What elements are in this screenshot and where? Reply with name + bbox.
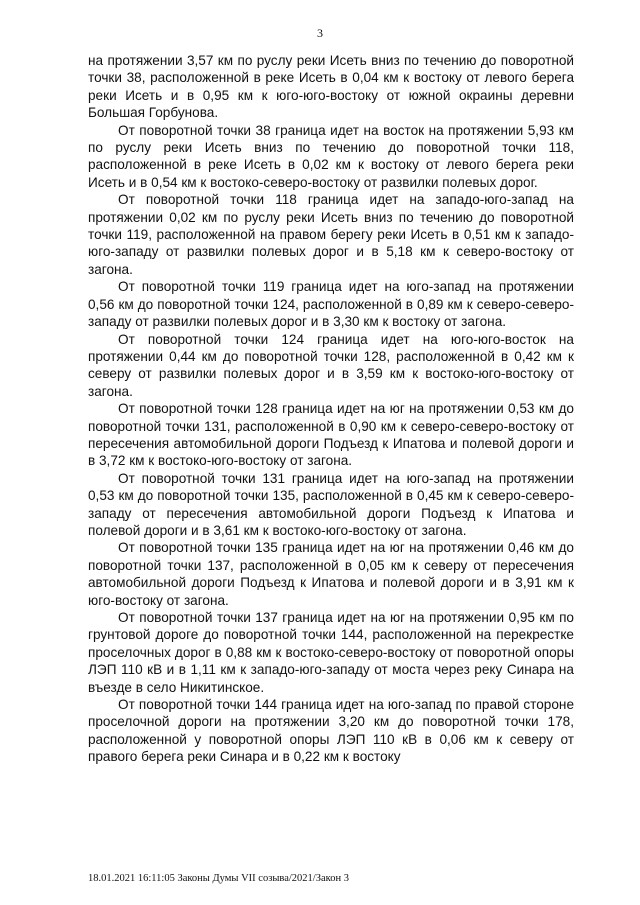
paragraph-continuation: на протяжении 3,57 км по руслу реки Исеть вниз по течению до поворотной точки 38, расположенной в реке Исеть в 0,04 км к востоку от левого берега реки Исеть и в 0,95 км к юго-юго-востоку от южной окраины деревни Большая Горбунова. <box>88 53 574 121</box>
page-footer: 18.01.2021 16:11:05 Законы Думы VII созыва/2021/Закон 3 <box>88 873 349 884</box>
paragraph-point-128: От поворотной точки 128 граница идет на юг на протяжении 0,53 км до поворотной точки 131, расположенной в 0,90 км к северо-северо-востоку от пересечения автомобильной дороги Подъезд к Ипатова и полевой дороги и в 3,72 км к востоко-юго-востоку от загона. <box>88 401 574 469</box>
document-body <box>88 52 574 766</box>
paragraph-point-144: От поворотной точки 144 граница идет на юго-запад по правой стороне проселочной дороги на протяжении 3,20 км до поворотной точки 178, расположенной у поворотной опоры ЛЭП 110 кВ в 0,06 км к северу от правого берега реки Синара и в 0,22 км к востоку <box>88 697 574 765</box>
page-number: 3 <box>317 26 323 40</box>
paragraph-point-131: От поворотной точки 131 граница идет на юго-запад на протяжении 0,53 км до поворотной точки 135, расположенной в 0,45 км к северо-северо-западу от пересечения автомобильной дороги Подъезд к Ипатова и полевой дороги и в 3,61 км к востоко-юго-востоку от загона. <box>88 470 574 538</box>
paragraph-point-135: От поворотной точки 135 граница идет на юг на протяжении 0,46 км до поворотной точки 137, расположенной в 0,05 км к северу от пересечения автомобильной дороги Подъезд к Ипатова и полевой дороги и в 3,91 км к юго-востоку от загона. <box>88 540 574 608</box>
paragraph-point-137: От поворотной точки 137 граница идет на юг на протяжении 0,95 км по грунтовой дороге до поворотной точки 144, расположенной на перекрестке проселочных дорог в 0,88 км к востоко-северо-востоку от поворотной опоры ЛЭП 110 кВ и в 1,11 км к западо-юго-западу от моста через реку Синара на въезде в село Никитинское. <box>88 610 574 695</box>
paragraph-point-118: От поворотной точки 118 граница идет на западо-юго-запад на протяжении 0,02 км по руслу реки Исеть вниз по течению до поворотной точки 119, расположенной на правом берегу реки Исеть в 0,51 км к западо-юго-западу от развилки полевых дорог и в 5,18 км к северо-востоку от загона. <box>88 192 574 277</box>
paragraph-point-124: От поворотной точки 124 граница идет на юго-юго-восток на протяжении 0,44 км до поворотной точки 128, расположенной в 0,42 км к северу от развилки полевых дорог и в 3,59 км к востоко-юго-востоку от загона. <box>88 331 574 399</box>
paragraph-point-38: От поворотной точки 38 граница идет на восток на протяжении 5,93 км по руслу реки Исеть вниз по течению до поворотной точки 118, расположенной в реке Исеть в 0,02 км к востоку от левого берега реки Исеть и в 0,54 км к востоко-северо-востоку от развилки полевых дорог. <box>88 122 574 190</box>
paragraph-point-119: От поворотной точки 119 граница идет на юго-запад на протяжении 0,56 км до поворотной точки 124, расположенной в 0,89 км к северо-северо-западу от развилки полевых дорог и в 3,30 км к востоку от загона. <box>88 279 574 330</box>
